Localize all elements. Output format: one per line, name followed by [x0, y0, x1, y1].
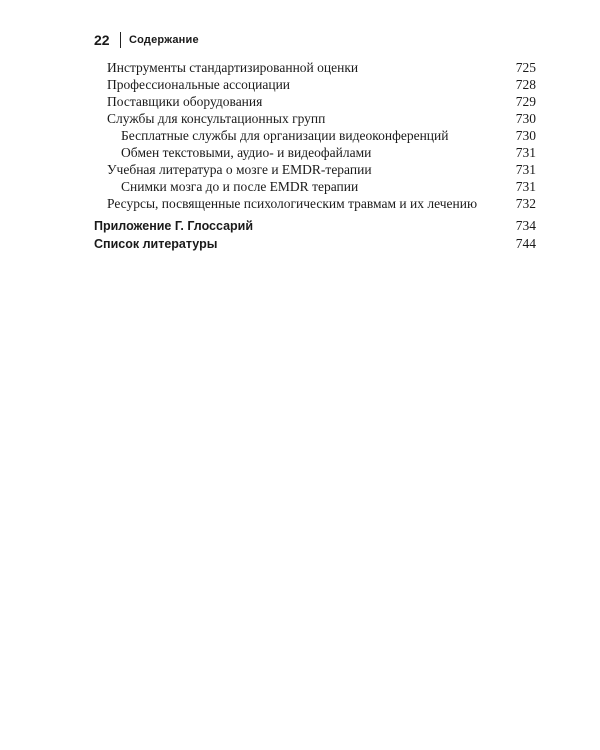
toc-entry-page: 730 — [515, 111, 536, 126]
toc-entry — [94, 77, 536, 94]
toc-entry-title: Обмен текстовыми, аудио- и видеофайлами — [121, 145, 372, 160]
toc-entry-title: Инструменты стандартизированной оценки — [107, 60, 359, 75]
toc-chapter — [94, 236, 536, 254]
toc-entry-page: 729 — [515, 94, 536, 109]
toc-chapter — [94, 218, 536, 236]
toc-entry-title: Снимки мозга до и после EMDR терапии — [121, 179, 359, 194]
toc-subentry — [94, 179, 536, 196]
table-of-contents — [94, 60, 536, 254]
toc-chapter-title: Приложение Г. Глоссарий — [94, 219, 254, 233]
toc-entry-page: 731 — [515, 145, 536, 160]
section-title: Содержание — [129, 34, 199, 46]
toc-chapter-page: 744 — [515, 236, 536, 251]
toc-entry-page: 730 — [515, 128, 536, 143]
toc-entry — [94, 60, 536, 77]
toc-entry-title: Бесплатные службы для организации видеоконференций — [121, 128, 449, 143]
toc-entry-title: Службы для консультационных групп — [107, 111, 326, 126]
header-divider — [120, 32, 121, 48]
toc-entry — [94, 162, 536, 179]
toc-entry — [94, 94, 536, 111]
toc-entry-page: 731 — [515, 162, 536, 177]
toc-entry-page: 732 — [515, 196, 536, 211]
toc-entry — [94, 111, 536, 128]
toc-entry-page: 728 — [515, 77, 536, 92]
page-number: 22 — [94, 32, 110, 48]
toc-chapter-page: 734 — [515, 218, 536, 233]
toc-chapter-title: Список литературы — [94, 237, 218, 251]
toc-entry-title: Профессиональные ассоциации — [107, 77, 291, 92]
toc-entry-page: 725 — [515, 60, 536, 75]
toc-entry — [94, 196, 536, 213]
running-header — [94, 31, 199, 49]
toc-subentry — [94, 145, 536, 162]
toc-entry-title: Поставщики оборудования — [107, 94, 263, 109]
toc-subentry — [94, 128, 536, 145]
toc-entry-title: Учебная литература о мозге и EMDR-терапии — [107, 162, 372, 177]
toc-entry-page: 731 — [515, 179, 536, 194]
toc-entry-title: Ресурсы, посвященные психологическим травмам и их лечению — [107, 196, 478, 211]
